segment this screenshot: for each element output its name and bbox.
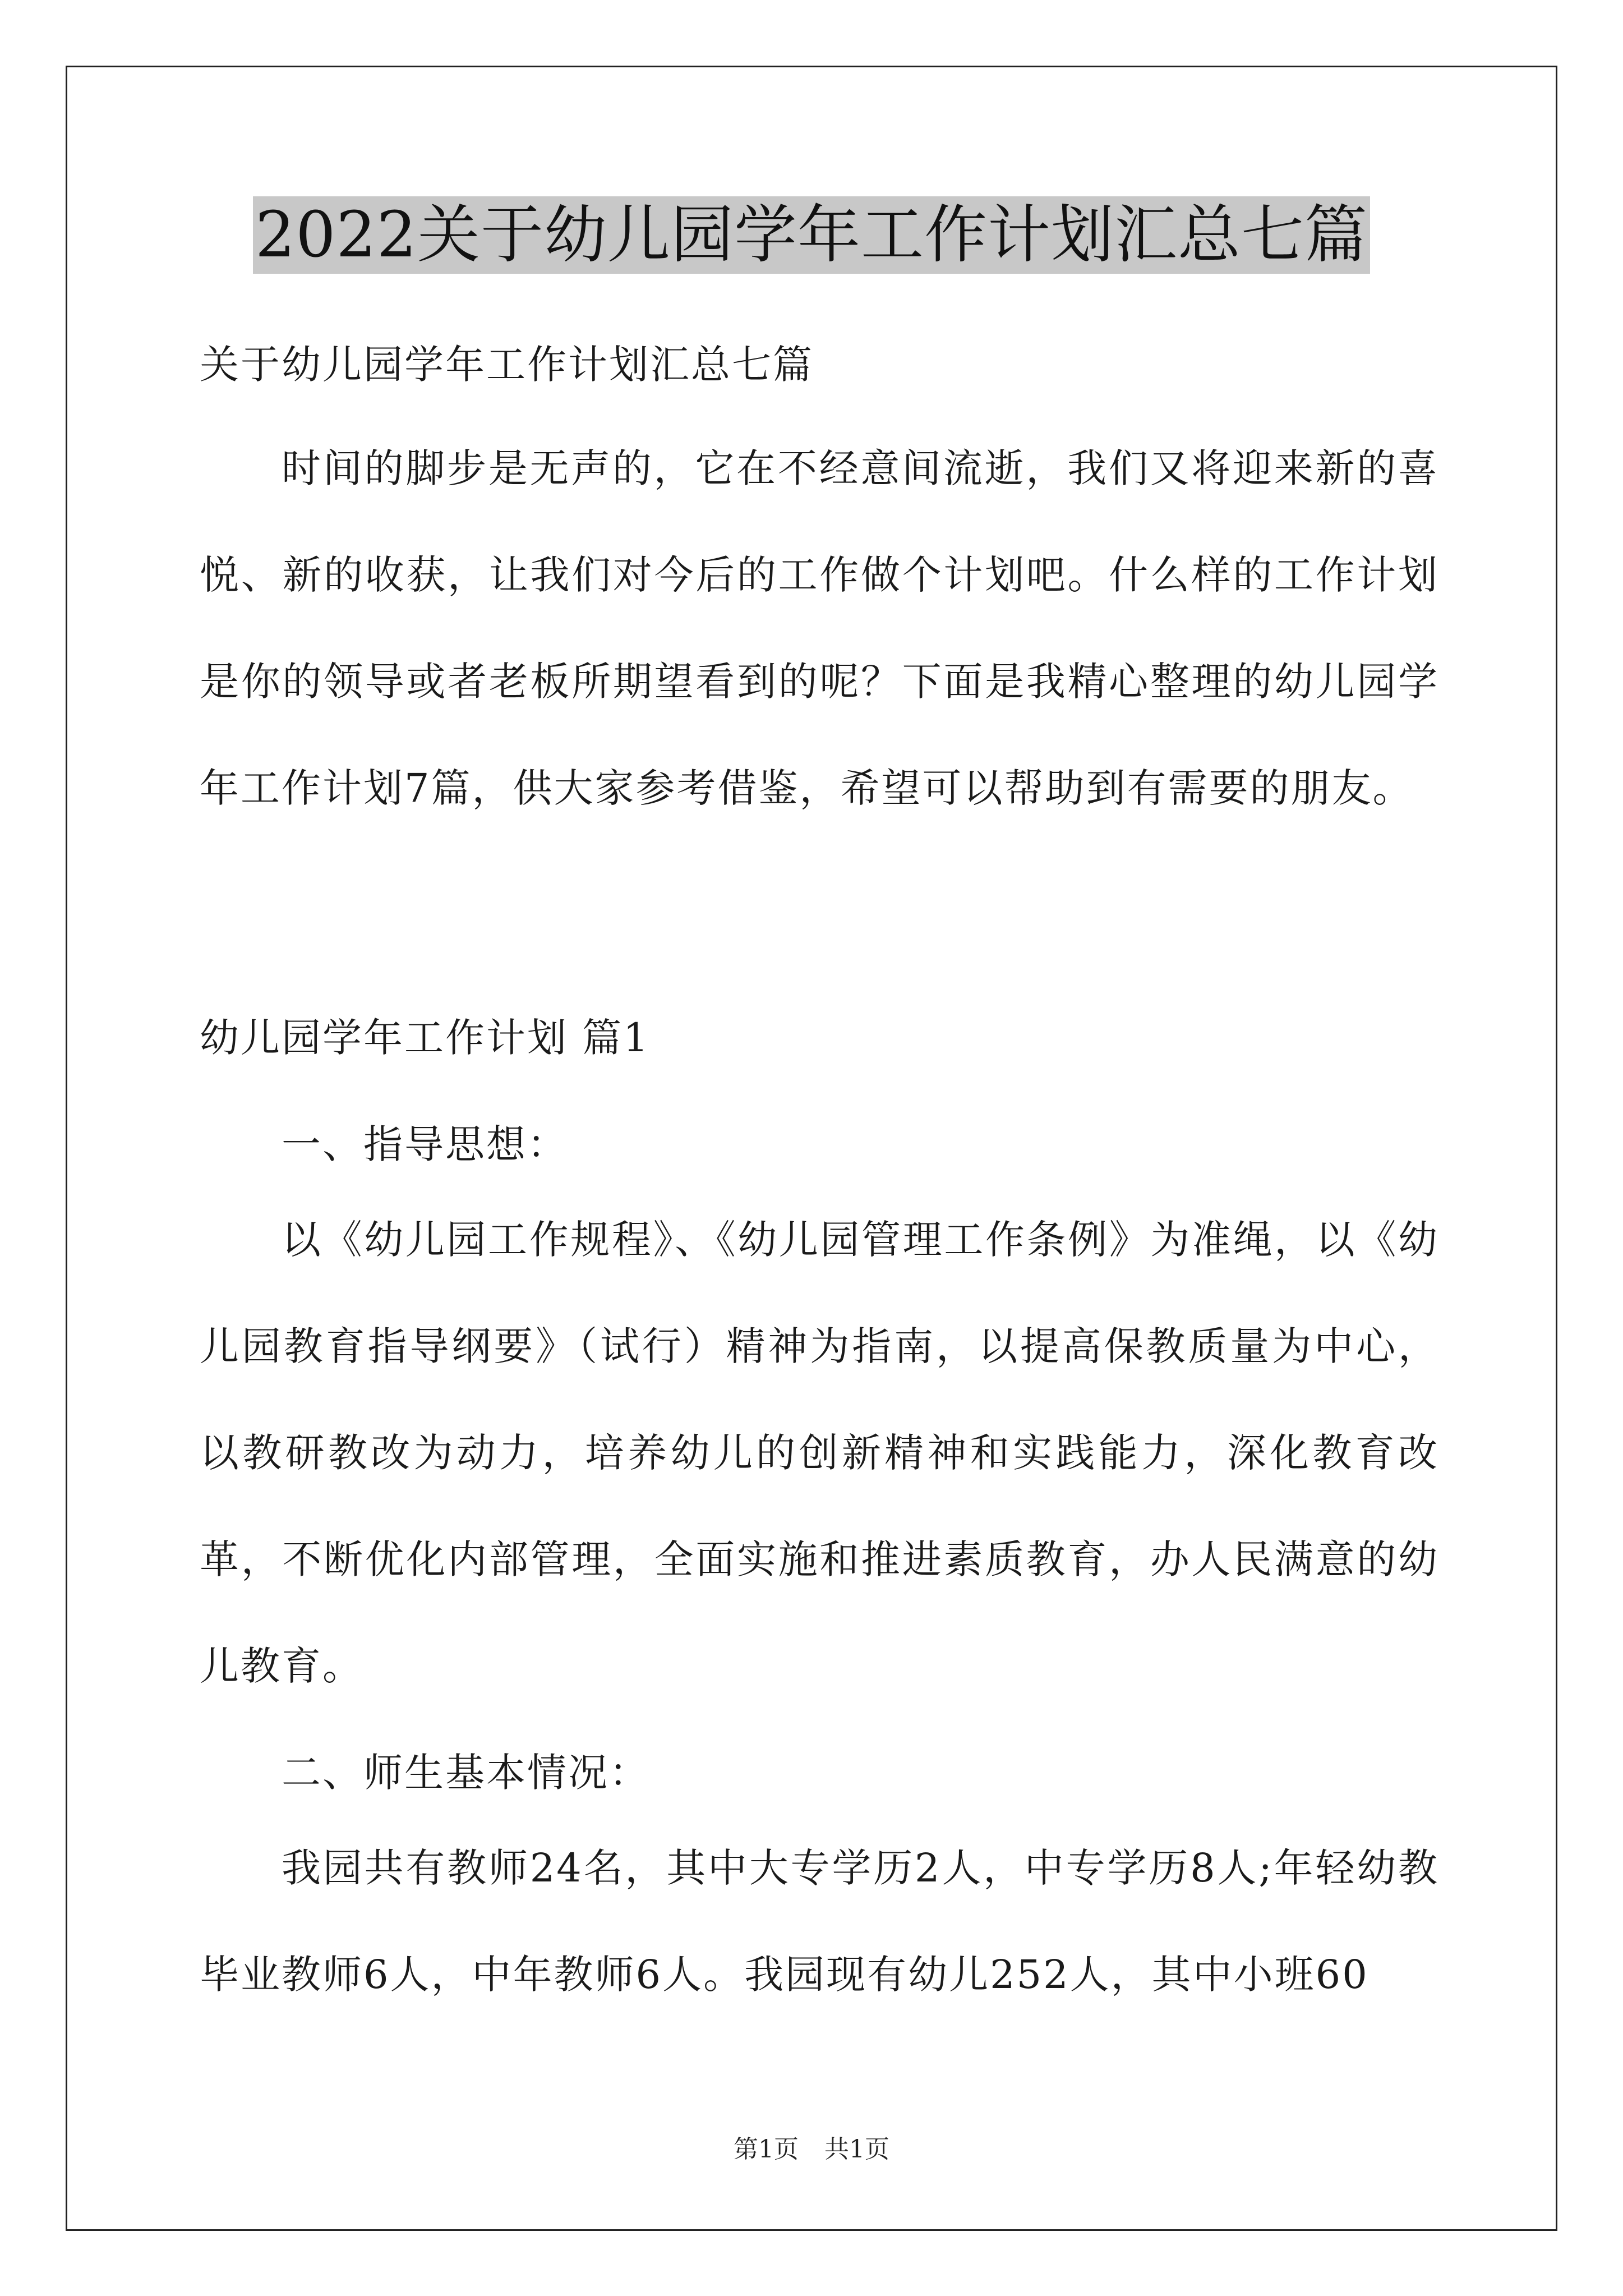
title-container (0, 196, 1623, 274)
heading-basic-situation: 二、师生基本情况： (282, 1750, 650, 1796)
document-title: 2022关于幼儿园学年工作计划汇总七篇 (253, 196, 1370, 274)
heading-guiding-ideology: 一、指导思想： (282, 1121, 568, 1167)
intro-paragraph: 时间的脚步是无声的，它在不经意间流逝，我们又将迎来新的喜悦、新的收获，让我们对今后的工作做个计划吧。什么样的工作计划是你的领导或者老板所期望看到的呢？下面是我精心整理的幼儿园学年工作计划7篇，供大家参考借鉴，希望可以帮助到有需要的朋友。 (200, 445, 1439, 811)
basic-situation-paragraph: 我园共有教师24名，其中大专学历2人，中专学历8人;年轻幼教毕业教师6人，中年教师6人。我园现有幼儿252人，其中小班60 (200, 1845, 1439, 1998)
guiding-ideology-paragraph: 以《幼儿园工作规程》、《幼儿园管理工作条例》为准绳，以《幼儿园教育指导纲要》（试行）精神为指南，以提高保教质量为中心，以教研教改为动力，培养幼儿的创新精神和实践能力，深化教育改革，不断优化内部管理，全面实施和推进素质教育，办人民满意的幼儿教育。 (200, 1217, 1439, 1689)
document-subtitle: 关于幼儿园学年工作计划汇总七篇 (200, 342, 814, 388)
page-number-total: 共1页 (824, 2135, 889, 2164)
page-footer (0, 2129, 1623, 2165)
section-heading: 幼儿园学年工作计划 篇1 (200, 1015, 650, 1061)
page-number-current: 第1页 (734, 2135, 799, 2164)
